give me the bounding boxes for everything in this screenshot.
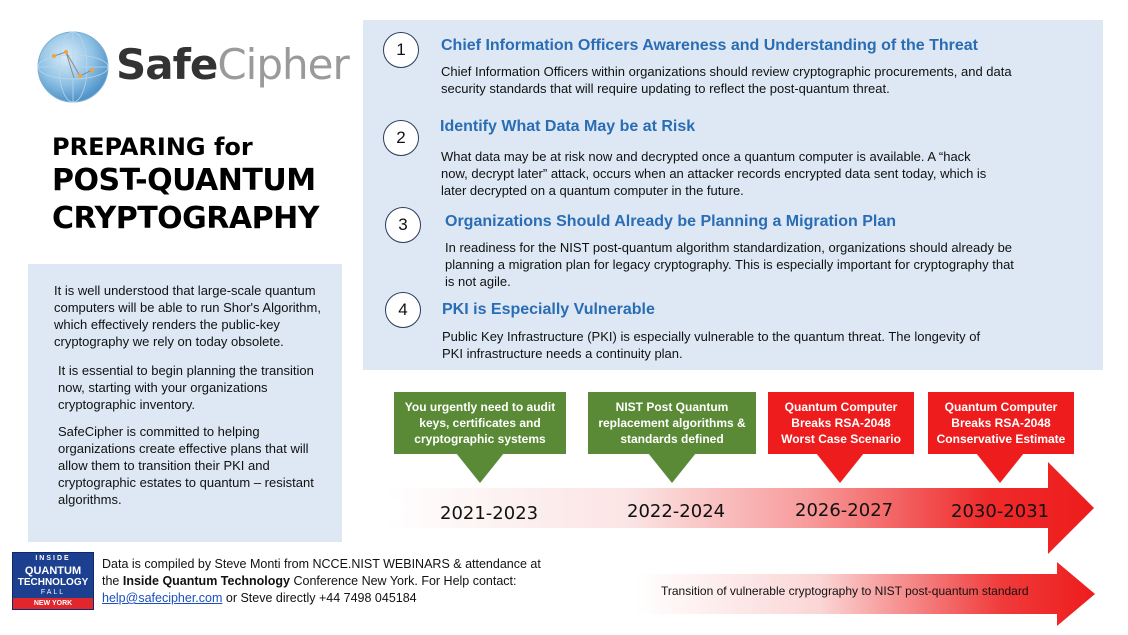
footer-credits bbox=[102, 556, 542, 607]
intro-paragraph-3: SafeCipher is committed to helping organizations create effective plans that will allow them to transition their PKI and cryptographic estates to quantum – resistant algorithms. bbox=[58, 424, 314, 507]
intro-paragraph-2: It is essential to begin planning the transition now, starting with your organizations cryptographic inventory. bbox=[58, 363, 314, 412]
iqt-line-2: TECHNOLOGY bbox=[17, 577, 89, 588]
iqt-top: INSIDE bbox=[35, 555, 71, 562]
step-title-2: Identify What Data May be at Risk bbox=[440, 118, 696, 135]
timeline-pointer-3 bbox=[816, 453, 864, 483]
step-number-4: 4 bbox=[385, 292, 421, 328]
step-number-1: 1 bbox=[383, 32, 419, 68]
step-body-1: Chief Information Officers within organizations should review cryptographic procurements, and data security standards that will require updating to reflect the post-quantum threat. bbox=[441, 64, 1012, 96]
footer-text-b: Conference New York. For Help contact: bbox=[290, 574, 517, 588]
step-number-3: 3 bbox=[385, 207, 421, 243]
iqt-line-1: QUANTUM bbox=[24, 565, 82, 577]
logo-wordmark bbox=[116, 40, 349, 89]
page-title bbox=[52, 132, 319, 238]
timeline-box-2: NIST Post Quantum replacement algorithms & standards defined bbox=[588, 392, 756, 454]
iqt-city: NEW YORK bbox=[13, 598, 93, 609]
logo-cipher: Cipher bbox=[217, 40, 349, 89]
footer-text-a: Data is compiled by Steve Monti from NCCE.NIST WEBINARS & attendance at the bbox=[102, 557, 541, 588]
year-2: 2022-2024 bbox=[627, 501, 726, 522]
logo-safe: Safe bbox=[116, 40, 218, 89]
timeline-box-1: You urgently need to audit keys, certificates and cryptographic systems bbox=[394, 392, 566, 454]
globe-icon bbox=[36, 30, 110, 104]
step-body-2: What data may be at risk now and decrypted once a quantum computer is available. A “hack now, decrypt later” attack, occurs when an attacker records encrypted data sent today, which is later decrypted on a quantum computer in the future. bbox=[441, 149, 987, 198]
step-title-3: Organizations Should Already be Planning a Migration Plan bbox=[445, 213, 897, 230]
timeline-pointer-4 bbox=[976, 453, 1024, 483]
inside-quantum-technology-logo bbox=[12, 552, 94, 610]
year-3: 2026-2027 bbox=[795, 500, 894, 521]
intro-paragraph-1: It is well understood that large-scale quantum computers will be able to run Shor's Algorithm, which effectively renders the public-key cryptography we rely on today obsolete. bbox=[54, 283, 321, 349]
title-line-2: POST-QUANTUM bbox=[52, 163, 316, 198]
transition-label: Transition of vulnerable cryptography to NIST post-quantum standard bbox=[661, 584, 1029, 598]
iqt-line-3: FALL bbox=[40, 589, 66, 596]
timeline-pointer-2 bbox=[648, 453, 696, 483]
footer-text-c: or Steve directly +44 7498 045184 bbox=[222, 591, 417, 605]
step-body-4: Public Key Infrastructure (PKI) is especially vulnerable to the quantum threat. The longevity of PKI infrastructure needs a continuity plan. bbox=[442, 329, 981, 361]
timeline-box-3: Quantum Computer Breaks RSA-2048 Worst Case Scenario bbox=[768, 392, 914, 454]
timeline-box-4: Quantum Computer Breaks RSA-2048 Conservative Estimate bbox=[928, 392, 1074, 454]
steps-panel bbox=[363, 20, 1103, 370]
step-title-1: Chief Information Officers Awareness and Understanding of the Threat bbox=[441, 37, 978, 54]
step-body-3: In readiness for the NIST post-quantum algorithm standardization, organizations should already be planning a migration plan for legacy cryptography. This is especially important for cryptography that is not agile. bbox=[445, 240, 1014, 289]
contact-email-link[interactable]: help@safecipher.com bbox=[102, 591, 223, 605]
year-1: 2021-2023 bbox=[440, 503, 539, 524]
year-4: 2030-2031 bbox=[951, 501, 1050, 522]
safecipher-logo bbox=[36, 30, 349, 110]
title-line-3: CRYPTOGRAPHY bbox=[52, 201, 319, 236]
timeline-pointer-1 bbox=[456, 453, 504, 483]
step-title-4: PKI is Especially Vulnerable bbox=[442, 301, 655, 318]
intro-box bbox=[28, 264, 342, 542]
step-number-2: 2 bbox=[383, 120, 419, 156]
footer-conference: Inside Quantum Technology bbox=[122, 574, 290, 588]
title-line-1: PREPARING for bbox=[52, 133, 253, 161]
